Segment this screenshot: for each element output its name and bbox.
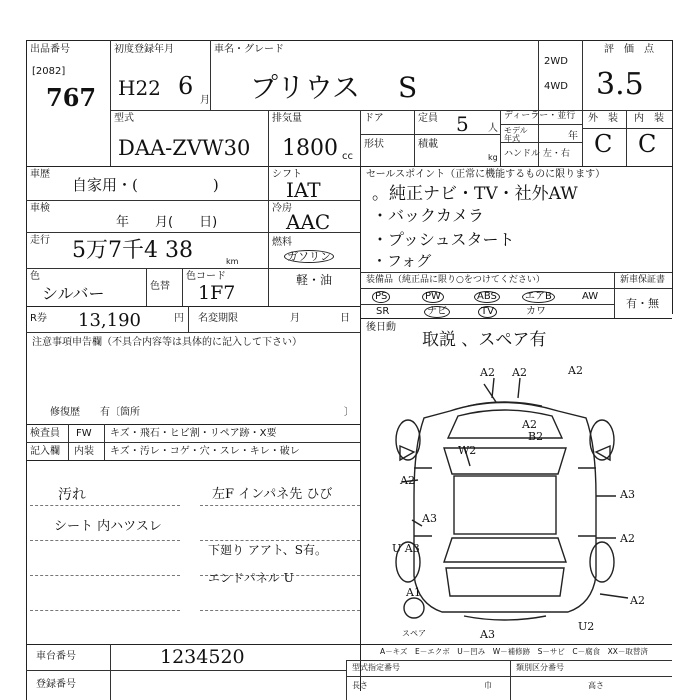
divider: [110, 644, 111, 700]
equip-aw: AW: [582, 291, 599, 302]
divider: [582, 40, 583, 110]
divider: [268, 166, 269, 306]
divider: [146, 268, 147, 306]
history-label: 車歴: [30, 169, 50, 180]
color-code-label: 色コード: [186, 271, 226, 282]
spare-label: スペア: [402, 629, 426, 638]
divider: [360, 272, 672, 273]
ac-value: AAC: [286, 210, 331, 234]
car-damage-diagram: [372, 356, 672, 646]
month-unit: 月: [200, 95, 210, 106]
interior-check-items: キズ・汚レ・コゲ・穴・スレ・キレ・破レ: [110, 446, 300, 457]
shape-label: 形状: [364, 139, 384, 150]
divider: [26, 332, 360, 333]
drive-4wd-label: 4WD: [544, 81, 568, 92]
comment-line: [30, 505, 180, 506]
divider: [104, 424, 105, 460]
category-number-label: 類別区分番号: [516, 663, 564, 672]
comment-right-1: 左F インパネ先 ひび: [212, 487, 333, 502]
divider: [360, 166, 361, 691]
first-registration-label: 初度登録年月: [114, 44, 174, 55]
length-label: 長さ: [352, 681, 368, 690]
height-label: 高さ: [588, 681, 604, 690]
handle-label: ハンドル 左・右: [504, 149, 570, 159]
comment-right-2: 下廻り アアト、S有。: [208, 543, 327, 557]
name-change-label: 名変期限: [198, 313, 238, 324]
warranty-value: 有・無: [626, 297, 659, 310]
lot-label: 出品番号: [30, 44, 70, 55]
damage-mark: W2: [458, 444, 477, 457]
divider: [360, 304, 614, 305]
divider: [268, 110, 269, 166]
damage-mark: A3: [620, 488, 635, 501]
divider: [26, 268, 360, 269]
divider: [360, 288, 672, 289]
cc-unit: cc: [342, 151, 353, 162]
type-designation-label: 型式指定番号: [352, 663, 400, 672]
capacity-unit: 人: [488, 123, 498, 134]
first-registration-month: 6: [178, 72, 194, 100]
recycle-label: R券: [30, 313, 47, 324]
divider: [510, 660, 511, 700]
inspector-label-2: 記入欄: [30, 446, 60, 457]
fuel-options: 軽・油: [296, 273, 333, 287]
comment-line: [200, 505, 360, 506]
exterior-grade: C: [594, 130, 613, 158]
name-change-month: 月: [290, 313, 300, 324]
equip-pw: PW: [422, 291, 444, 303]
capacity-label: 定員: [418, 113, 438, 124]
model-year-label: モデル 年式: [504, 126, 528, 143]
repair-history-label: 修復歴 有〔箇所: [50, 407, 140, 418]
divider: [360, 318, 672, 319]
km-unit: km: [226, 257, 239, 266]
sales-point-item: ・フォグ: [372, 252, 432, 270]
fw-check-items: キズ・飛石・ヒビ割・リペア跡・X要: [110, 428, 277, 439]
comment-left-1: 汚れ: [58, 487, 86, 503]
notes-label: 注意事項申告欄（不具合内容等は具体的に記入して下さい）: [32, 337, 302, 348]
divider: [210, 40, 211, 110]
history-value: 自家用・( ): [72, 176, 219, 194]
divider: [582, 128, 672, 129]
divider: [110, 110, 672, 111]
chassis-number: 1234520: [160, 646, 245, 668]
damage-legend: A－キズ E－エクボ U－凹み W－補修跡 S－サビ C－腐食 XX－取替済: [380, 647, 648, 656]
repair-history-end: 〕: [344, 407, 354, 418]
divider: [414, 110, 415, 166]
capacity-value: 5: [456, 112, 469, 136]
divider: [26, 424, 360, 425]
damage-mark: A2: [480, 366, 495, 379]
divider: [26, 166, 672, 167]
fuel-value: ガソリン: [284, 250, 334, 263]
damage-mark: A2: [522, 418, 537, 431]
car-name-label: 車名・グレード: [214, 44, 284, 55]
divider: [68, 424, 69, 460]
divider: [110, 40, 111, 166]
ac-label: 冷房: [272, 203, 292, 214]
car-grade: S: [398, 71, 418, 104]
damage-mark: U2: [578, 620, 595, 633]
damage-mark: A2: [630, 594, 645, 607]
comment-line: [200, 610, 360, 611]
interior-label: 内 装: [634, 113, 664, 124]
divider: [346, 660, 672, 661]
comment-line: [30, 540, 180, 541]
displacement-label: 排気量: [272, 113, 302, 124]
damage-mark: A2: [620, 532, 635, 545]
divider: [26, 670, 346, 671]
dealer-label: ディーラー・並行: [504, 111, 576, 121]
mileage-label: 走行: [30, 235, 50, 246]
divider: [26, 442, 360, 443]
damage-mark: A2: [512, 366, 527, 379]
exterior-label: 外 装: [588, 113, 618, 124]
fuel-label: 燃料: [272, 237, 292, 248]
mileage-value: 5万7千4 38: [72, 238, 193, 263]
comment-line: [30, 575, 180, 576]
width-label: 巾: [484, 681, 492, 690]
divider: [360, 110, 361, 166]
warranty-label: 新車保証書: [620, 275, 666, 285]
damage-mark: U A3: [392, 542, 420, 555]
recycle-unit: 円: [174, 313, 184, 324]
equip-airbag: エアB: [522, 291, 555, 303]
color-code: 1F7: [198, 282, 236, 304]
interior-check-label: 内装: [74, 446, 94, 457]
displacement-value: 1800: [282, 136, 338, 161]
damage-mark: B2: [528, 430, 544, 443]
name-change-day: 日: [340, 313, 350, 324]
sales-point-item: 。純正ナビ・TV・社外AW: [372, 184, 578, 204]
shift-value: IAT: [286, 178, 321, 202]
interior-grade: C: [638, 130, 657, 158]
inspector-label-1: 検査員: [30, 428, 60, 439]
inspection-value: 年 月( 日): [116, 215, 218, 230]
door-label: ドア: [364, 113, 384, 124]
divider: [582, 110, 583, 166]
divider: [26, 306, 360, 307]
year-unit: 年: [568, 131, 578, 142]
shift-label: シフト: [272, 169, 302, 180]
divider: [626, 110, 627, 166]
divider: [614, 272, 615, 318]
equip-abs: ABS: [474, 291, 500, 303]
sales-points-label: セールスポイント（正常に機能するものに限ります）: [366, 169, 606, 180]
divider: [346, 660, 347, 700]
equipment-label: 装備品（純正品に限り○をつけてください）: [366, 275, 545, 285]
chassis-number-label: 車台番号: [36, 651, 76, 662]
first-registration-era: H22: [118, 76, 161, 100]
model-label: 型式: [114, 113, 134, 124]
equip-leather: カワ: [526, 306, 546, 317]
divider: [26, 460, 360, 461]
lot-small-number: [2082]: [32, 66, 66, 77]
divider: [188, 306, 189, 332]
registration-number-label: 登録番号: [36, 679, 76, 690]
inspection-label: 車検: [30, 203, 50, 214]
evaluation-score: 3.5: [596, 67, 644, 102]
divider: [500, 124, 582, 125]
score-label: 評 価 点: [604, 44, 654, 55]
drive-2wd-label: 2WD: [544, 56, 568, 67]
car-name: プリウス: [250, 71, 361, 104]
sales-point-item: ・プッシュスタート: [372, 230, 515, 249]
comment-line: [30, 610, 180, 611]
divider: [26, 40, 27, 700]
divider: [182, 268, 183, 306]
divider: [672, 40, 673, 314]
divider: [500, 110, 501, 166]
comment-right-3: エンドパネル U: [208, 571, 294, 585]
equip-navi: ナビ: [424, 306, 450, 318]
comment-line: [200, 540, 360, 541]
damage-mark: A1: [406, 586, 421, 599]
divider: [346, 676, 672, 677]
divider: [538, 40, 539, 166]
color-value: シルバー: [42, 284, 105, 303]
model-code: DAA-ZVW30: [118, 136, 251, 160]
sales-point-item: ・バックカメラ: [372, 206, 485, 225]
recycle-value: 13,190: [78, 310, 141, 331]
lot-number: 767: [46, 83, 97, 112]
comment-left-2: シート 内ハツスレ: [54, 519, 162, 534]
equip-tv: TV: [478, 306, 497, 318]
damage-mark: A2: [568, 364, 583, 377]
kg-unit: kg: [488, 153, 498, 162]
equip-sr: SR: [376, 306, 390, 317]
divider: [360, 134, 500, 135]
damage-mark: A3: [480, 628, 495, 641]
divider: [26, 40, 672, 41]
after-notes-label: 後日動: [366, 322, 396, 333]
fw-label: FW: [76, 428, 92, 439]
color-label: 色: [30, 271, 40, 282]
load-label: 積載: [418, 139, 438, 150]
color-change-label: 色替: [150, 281, 170, 292]
damage-mark: A2: [400, 474, 415, 487]
damage-mark: A3: [422, 512, 437, 525]
after-notes-value: 取説 、スペア有: [422, 330, 547, 350]
equip-ps: PS: [372, 291, 390, 303]
